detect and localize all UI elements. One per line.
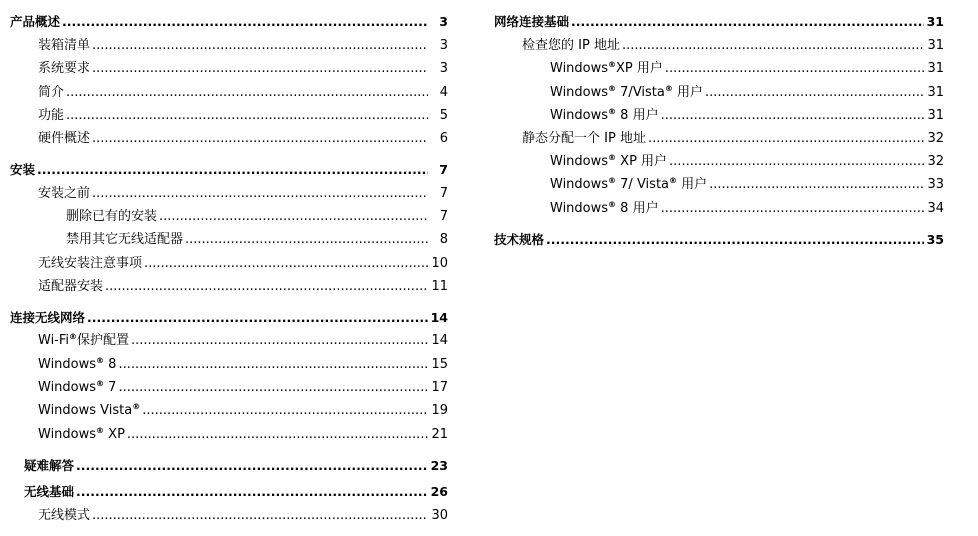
toc-page-number: 4 [439, 85, 448, 100]
toc-entry[interactable] [494, 199, 944, 219]
toc-page-number: 19 [431, 403, 448, 418]
toc-entry-text: 网络连接基础 [494, 14, 570, 29]
toc-entry-label [550, 152, 667, 172]
toc-entry-text: Windows [38, 427, 97, 442]
toc-entry-label [66, 230, 183, 250]
toc-page-number: 31 [927, 61, 944, 76]
toc-entry-label [550, 83, 703, 103]
toc-entry-text: 硬件概述 [38, 131, 91, 146]
toc-entry[interactable] [10, 401, 448, 421]
toc-entry-text: 技术规格 [494, 232, 545, 247]
toc-entry-text: Windows [550, 108, 609, 123]
dot-leader [185, 230, 428, 250]
toc-entry-text: 禁用其它无线适配器 [66, 232, 184, 247]
toc-entry-text: Windows [550, 201, 609, 216]
dot-leader [118, 378, 428, 398]
toc-entry-label [38, 401, 140, 421]
registered-mark: ® [608, 153, 617, 162]
toc-page-number: 17 [431, 380, 448, 395]
toc-page-number: 35 [926, 232, 944, 247]
toc-entry-text-suffix: XP [104, 427, 125, 442]
toc-entry-text: 系统要求 [38, 61, 91, 76]
toc-entry[interactable] [10, 277, 448, 297]
toc-page-number: 30 [431, 508, 448, 523]
toc-page-number: 7 [439, 186, 448, 201]
dot-leader [546, 230, 924, 250]
toc-entry-text-suffix: 7/ Vista [616, 177, 670, 192]
toc-entry-label [38, 378, 116, 398]
toc-entry-text-suffix: XP 用户 [616, 61, 663, 76]
toc-entry[interactable] [494, 36, 944, 56]
toc-entry-label [494, 12, 569, 32]
dot-leader [76, 456, 428, 476]
toc-entry[interactable] [10, 36, 448, 56]
toc-entry-text: Windows [38, 380, 97, 395]
toc-entry-label [550, 199, 659, 219]
toc-entry[interactable] [10, 425, 448, 445]
dot-leader [92, 184, 428, 204]
dot-leader [118, 355, 428, 375]
toc-entry-text: Windows [550, 85, 609, 100]
toc-entry-text-suffix: 用户 [672, 85, 704, 100]
toc-entry-label [522, 36, 620, 56]
toc-page-number: 33 [927, 177, 944, 192]
registered-mark: ® [132, 402, 141, 411]
dot-leader [66, 83, 428, 103]
toc-page-number: 7 [439, 209, 448, 224]
dot-leader [87, 308, 428, 328]
toc-entry[interactable] [10, 59, 448, 79]
toc-entry-label [38, 83, 64, 103]
toc-entry-label [38, 254, 142, 274]
toc-entry-text: Wi-Fi [38, 333, 70, 348]
toc-entry-label [10, 12, 60, 32]
registered-mark: ® [608, 84, 617, 93]
toc-entry[interactable] [10, 378, 448, 398]
toc-page-number: 8 [439, 232, 448, 247]
toc-page-number: 21 [431, 427, 448, 442]
toc-entry-label [38, 184, 90, 204]
toc-entry-text: 删除已有的安装 [66, 209, 158, 224]
toc-entry-label [10, 160, 35, 180]
dot-leader [159, 207, 428, 227]
toc-entry-text: Windows [38, 357, 97, 372]
toc-entry-label [24, 482, 74, 502]
toc-entry-label [66, 207, 157, 227]
toc-entry-text-suffix: 8 用户 [616, 201, 659, 216]
toc-entry[interactable] [10, 129, 448, 149]
toc-page-number: 14 [431, 333, 448, 348]
toc-entry[interactable] [494, 175, 944, 195]
toc-page-number: 34 [927, 201, 944, 216]
dot-leader [709, 175, 924, 195]
toc-entry-label [550, 175, 707, 195]
toc-entry[interactable] [494, 83, 944, 103]
dot-leader [92, 129, 428, 149]
toc-page-number: 7 [439, 162, 448, 177]
toc-entry-label [38, 331, 129, 351]
dot-leader [661, 106, 924, 126]
dot-leader [92, 36, 428, 56]
dot-leader [571, 12, 924, 32]
toc-page-number: 3 [439, 61, 448, 76]
dot-leader [37, 160, 428, 180]
toc-entry[interactable] [10, 106, 448, 126]
toc-entry-label [38, 36, 90, 56]
dot-leader [92, 506, 428, 526]
toc-entry[interactable] [10, 160, 448, 180]
toc-page-number: 6 [439, 131, 448, 146]
toc-entry-label [24, 456, 74, 476]
toc-entry[interactable] [10, 254, 448, 274]
toc-entry-text: 静态分配一个 IP 地址 [522, 131, 646, 146]
registered-mark: ® [608, 107, 617, 116]
toc-entry-text: 无线安装注意事项 [38, 256, 143, 271]
toc-entry-label [38, 355, 116, 375]
dot-leader [622, 36, 924, 56]
toc-page-number: 15 [431, 357, 448, 372]
toc-entry-text-suffix: 7/Vista [616, 85, 665, 100]
toc-entry-text-suffix: 8 [104, 357, 117, 372]
dot-leader [142, 401, 428, 421]
toc-entry[interactable] [10, 184, 448, 204]
toc-entry[interactable] [10, 355, 448, 375]
toc-entry[interactable] [494, 129, 944, 149]
toc-entry-text: 无线基础 [24, 484, 75, 499]
toc-page-number: 31 [927, 108, 944, 123]
toc-entry[interactable] [10, 83, 448, 103]
toc-entry[interactable] [10, 482, 448, 502]
toc-entry-text: Windows [550, 154, 609, 169]
toc-entry[interactable] [10, 207, 448, 227]
toc-entry-label [38, 129, 90, 149]
dot-leader [661, 199, 924, 219]
toc-entry-text: 无线模式 [38, 508, 91, 523]
toc-entry-text: Windows [550, 177, 609, 192]
registered-mark: ® [96, 379, 105, 388]
dot-leader [66, 106, 428, 126]
toc-page-number: 3 [439, 14, 448, 29]
toc-entry-text: 简介 [38, 85, 65, 100]
toc-entry-text-suffix: 用户 [677, 177, 708, 192]
registered-mark: ® [608, 200, 617, 209]
toc-page-number: 31 [926, 14, 944, 29]
toc-entry-text-suffix: 7 [104, 380, 117, 395]
registered-mark: ® [608, 60, 617, 69]
dot-leader [62, 12, 428, 32]
toc-entry[interactable] [494, 12, 944, 32]
toc-entry[interactable] [494, 59, 944, 79]
registered-mark: ® [69, 332, 78, 341]
toc-entry[interactable] [10, 308, 448, 328]
toc-entry-label [38, 59, 90, 79]
dot-leader [127, 425, 428, 445]
toc-entry-label [522, 129, 646, 149]
toc-page-number: 23 [430, 458, 448, 473]
toc-entry[interactable] [10, 456, 448, 476]
toc-entry-text: 适配器安装 [38, 279, 104, 294]
toc-entry-text: Windows [550, 61, 609, 76]
toc-entry[interactable] [494, 106, 944, 126]
toc-entry[interactable] [10, 230, 448, 250]
toc-entry-text: 产品概述 [10, 14, 61, 29]
toc-entry[interactable] [494, 230, 944, 250]
dot-leader [144, 254, 428, 274]
dot-leader [665, 59, 924, 79]
toc-entry-text-suffix: XP 用户 [616, 154, 668, 169]
toc-entry-label [494, 230, 544, 250]
toc-entry-text-suffix: 保护配置 [77, 333, 130, 348]
toc-page-number: 31 [927, 38, 944, 53]
dot-leader [105, 277, 428, 297]
toc-page-number: 32 [927, 131, 944, 146]
toc-entry[interactable] [494, 152, 944, 172]
toc-page-number: 31 [927, 85, 944, 100]
registered-mark: ® [96, 356, 105, 365]
toc-entry-text: 安装 [10, 162, 36, 177]
toc-entry-text: 安装之前 [38, 186, 91, 201]
toc-page-number: 26 [430, 484, 448, 499]
toc-entry-text: Windows Vista [38, 403, 133, 418]
toc-entry-text: 装箱清单 [38, 38, 91, 53]
registered-mark: ® [608, 176, 617, 185]
toc-page-number: 11 [431, 279, 448, 294]
registered-mark: ® [669, 176, 678, 185]
dot-leader [131, 331, 428, 351]
dot-leader [669, 152, 924, 172]
dot-leader [92, 59, 428, 79]
toc-entry-text: 连接无线网络 [10, 310, 86, 325]
toc-entry-label [38, 106, 64, 126]
registered-mark: ® [96, 426, 105, 435]
toc-entry-label [550, 106, 659, 126]
toc-page-number: 10 [431, 256, 448, 271]
toc-entry[interactable] [10, 331, 448, 351]
toc-entry-label [10, 308, 85, 328]
toc-entry-text: 检查您的 IP 地址 [522, 38, 620, 53]
toc-entry-label [38, 277, 103, 297]
toc-page-number: 3 [439, 38, 448, 53]
toc-page-number: 32 [927, 154, 944, 169]
toc-page-number: 14 [430, 310, 448, 325]
toc-entry-label [38, 425, 125, 445]
toc-entry-label [38, 506, 90, 526]
toc-entry-text: 功能 [38, 108, 65, 123]
toc-entry-text-suffix: 8 用户 [616, 108, 659, 123]
dot-leader [76, 482, 428, 502]
dot-leader [705, 83, 924, 103]
toc-entry-text: 疑难解答 [24, 458, 75, 473]
registered-mark: ® [664, 84, 673, 93]
toc-page-number: 5 [439, 108, 448, 123]
dot-leader [648, 129, 924, 149]
toc-entry[interactable] [10, 12, 448, 32]
toc-entry-label [550, 59, 663, 79]
toc-entry[interactable] [10, 506, 448, 526]
